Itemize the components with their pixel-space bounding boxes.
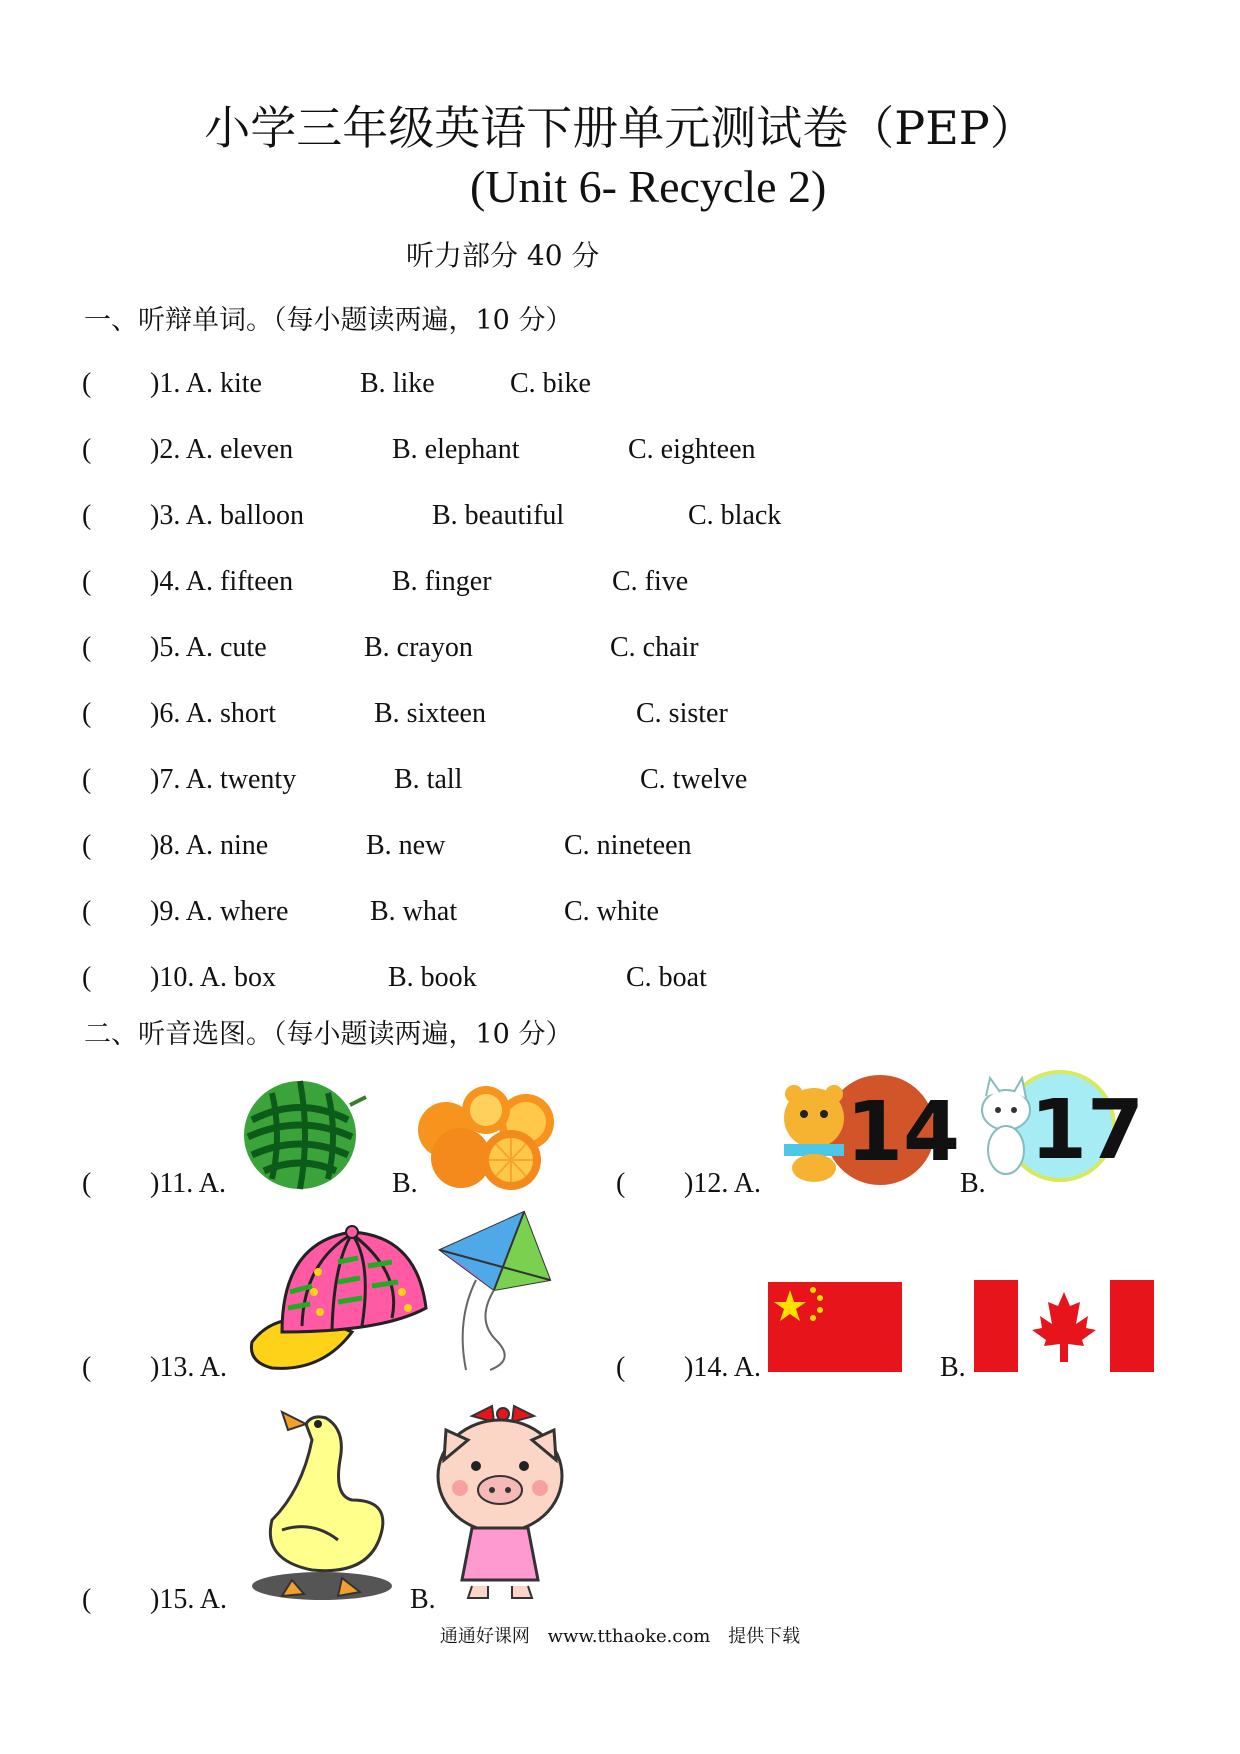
q11-option-b: B. — [392, 1168, 418, 1199]
footer — [0, 1622, 1240, 1648]
duck-icon[interactable] — [242, 1400, 392, 1602]
option-b: B. new — [366, 830, 446, 861]
section1-heading: 一、听辩单词。（每小题读两遍，10 分） — [84, 305, 573, 336]
footer-site-name: 通通好课网 — [439, 1626, 530, 1647]
option-a: )9. A. where — [150, 896, 289, 927]
answer-blank[interactable]: ( — [82, 434, 92, 465]
q15-option-a: )15. A. — [150, 1584, 227, 1615]
option-b: B. what — [370, 896, 458, 927]
answer-blank[interactable]: ( — [82, 896, 92, 927]
answer-blank[interactable]: ( — [82, 368, 92, 399]
option-c: C. chair — [610, 632, 699, 663]
q14-option-a: )14. A. — [684, 1352, 761, 1383]
kite-icon[interactable] — [436, 1210, 552, 1370]
option-b: B. finger — [392, 566, 492, 597]
canada-flag-icon[interactable] — [974, 1280, 1154, 1372]
footer-url[interactable]: www.tthaoke.com — [547, 1626, 711, 1647]
option-c: C. bike — [510, 368, 591, 399]
page-subtitle: (Unit 6- Recycle 2) — [470, 161, 827, 212]
page-title: 小学三年级英语下册单元测试卷（PEP） — [204, 101, 1036, 155]
q15-option-b: B. — [410, 1584, 436, 1615]
answer-blank[interactable]: ( — [82, 698, 92, 729]
cat-icon[interactable] — [980, 1070, 1145, 1190]
answer-blank[interactable]: ( — [82, 632, 92, 663]
option-b: B. sixteen — [374, 698, 486, 729]
number-14-label: 14 — [846, 1085, 961, 1180]
answer-blank[interactable]: ( — [82, 566, 92, 597]
pig-icon[interactable] — [432, 1400, 568, 1602]
option-a: )8. A. nine — [150, 830, 269, 861]
option-c: C. black — [688, 500, 782, 531]
option-a: )7. A. twenty — [150, 764, 297, 795]
answer-blank[interactable]: ( — [82, 1584, 92, 1615]
answer-blank[interactable]: ( — [82, 500, 92, 531]
option-c: C. white — [564, 896, 659, 927]
option-a: )6. A. short — [150, 698, 276, 729]
option-c: C. boat — [626, 962, 707, 993]
option-a: )1. A. kite — [150, 368, 262, 399]
option-a: )3. A. balloon — [150, 500, 304, 531]
tiger-icon[interactable] — [780, 1072, 961, 1192]
option-a: )4. A. fifteen — [150, 566, 294, 597]
option-b: B. book — [388, 962, 477, 993]
answer-blank[interactable]: ( — [616, 1168, 626, 1199]
footer-download: 提供下载 — [728, 1626, 801, 1647]
option-b: B. crayon — [364, 632, 473, 663]
option-a: )2. A. eleven — [150, 434, 294, 465]
cap-icon[interactable] — [242, 1222, 432, 1372]
watermelon-icon[interactable] — [242, 1075, 372, 1190]
option-b: B. like — [360, 368, 435, 399]
option-b: B. elephant — [392, 434, 520, 465]
q13-option-a: )13. A. — [150, 1352, 227, 1383]
q12-option-a: )12. A. — [684, 1168, 761, 1199]
option-a: )10. A. box — [150, 962, 276, 993]
number-17-label: 17 — [1030, 1083, 1145, 1178]
q14-option-b: B. — [940, 1352, 966, 1383]
answer-blank[interactable]: ( — [82, 962, 92, 993]
option-b: B. tall — [394, 764, 463, 795]
option-c: C. nineteen — [564, 830, 692, 861]
china-flag-icon[interactable] — [768, 1282, 902, 1372]
answer-blank[interactable]: ( — [82, 1352, 92, 1383]
option-a: )5. A. cute — [150, 632, 267, 663]
option-b: B. beautiful — [432, 500, 565, 531]
q11-option-a: )11. A. — [150, 1168, 226, 1199]
section2-heading: 二、听音选图。（每小题读两遍，10 分） — [84, 1019, 573, 1050]
option-c: C. eighteen — [628, 434, 756, 465]
option-c: C. sister — [636, 698, 728, 729]
oranges-icon[interactable] — [416, 1078, 576, 1193]
answer-blank[interactable]: ( — [82, 830, 92, 861]
answer-blank[interactable]: ( — [82, 1168, 92, 1199]
q12-option-b: B. — [960, 1168, 986, 1199]
option-c: C. twelve — [640, 764, 748, 795]
answer-blank[interactable]: ( — [82, 764, 92, 795]
option-c: C. five — [612, 566, 689, 597]
listening-part-label: 听力部分 40 分 — [406, 239, 600, 272]
answer-blank[interactable]: ( — [616, 1352, 626, 1383]
